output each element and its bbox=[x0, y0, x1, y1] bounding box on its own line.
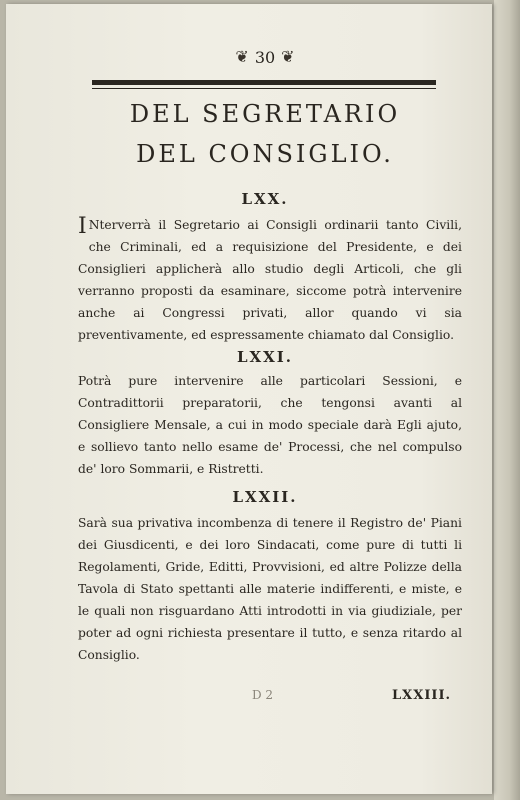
section-paragraph-lxxi: Potrà pure intervenire alle particolari Sessioni, e Contradittorii preparatorii, che tengonsi avanti al Consigliere Mensale, a cui in modo speciale darà Egli ajuto, e sollievo tanto nello esame de' Processi, che nel compulso de' loro Sommarii, e Ristretti. bbox=[78, 374, 462, 476]
page-header bbox=[220, 46, 310, 68]
signature-mark: D 2 bbox=[252, 688, 274, 702]
book-gutter-edge bbox=[494, 0, 520, 800]
section-heading-lxx: LXX. bbox=[241, 190, 289, 208]
paragraph-text: Nterverrà il Segretario ai Consigli ordinarii tanto Civili, che Criminali, ed a requisizione del Presidente, e dei Consiglieri applicherà allo studio degli Articoli, che gli verranno proposti da esaminare, siccome potrà intervenire anche ai Congressi privati, allor quando vi sia preventivamente, ed espressamente chiamato dal Consiglio. bbox=[78, 218, 462, 342]
page-number: 30 bbox=[254, 47, 276, 67]
section-heading-lxxi: LXXI. bbox=[236, 348, 294, 366]
header-rule-thin bbox=[92, 88, 436, 89]
chapter-title-line-2: DEL CONSIGLIO. bbox=[136, 140, 394, 168]
section-paragraph-lxxii: Sarà sua privativa incombenza di tenere il Registro de' Piani dei Giusdicenti, e dei loro Sindacati, come pure di tutti li Regolamenti, Gride, Editti, Provvisioni, ed altre Polizze della Tavola di Stato spettanti alle materie indifferenti, e miste, e le quali non risguardano Atti introdotti in via giudiziale, per poter ad ogni richiesta presentare il tutto, e senza ritardo al Consiglio. bbox=[78, 516, 462, 662]
chapter-title-line-1: DEL SEGRETARIO bbox=[129, 100, 401, 128]
drop-cap: I bbox=[78, 214, 87, 239]
section-heading-lxxii: LXXII. bbox=[232, 488, 298, 506]
fleuron-left-icon: ❦ bbox=[235, 47, 249, 66]
catchword: LXXIII. bbox=[392, 688, 452, 703]
header-rule-thick bbox=[92, 80, 436, 85]
section-paragraph-lxx bbox=[78, 214, 462, 346]
fleuron-right-icon: ❦ bbox=[281, 47, 295, 66]
